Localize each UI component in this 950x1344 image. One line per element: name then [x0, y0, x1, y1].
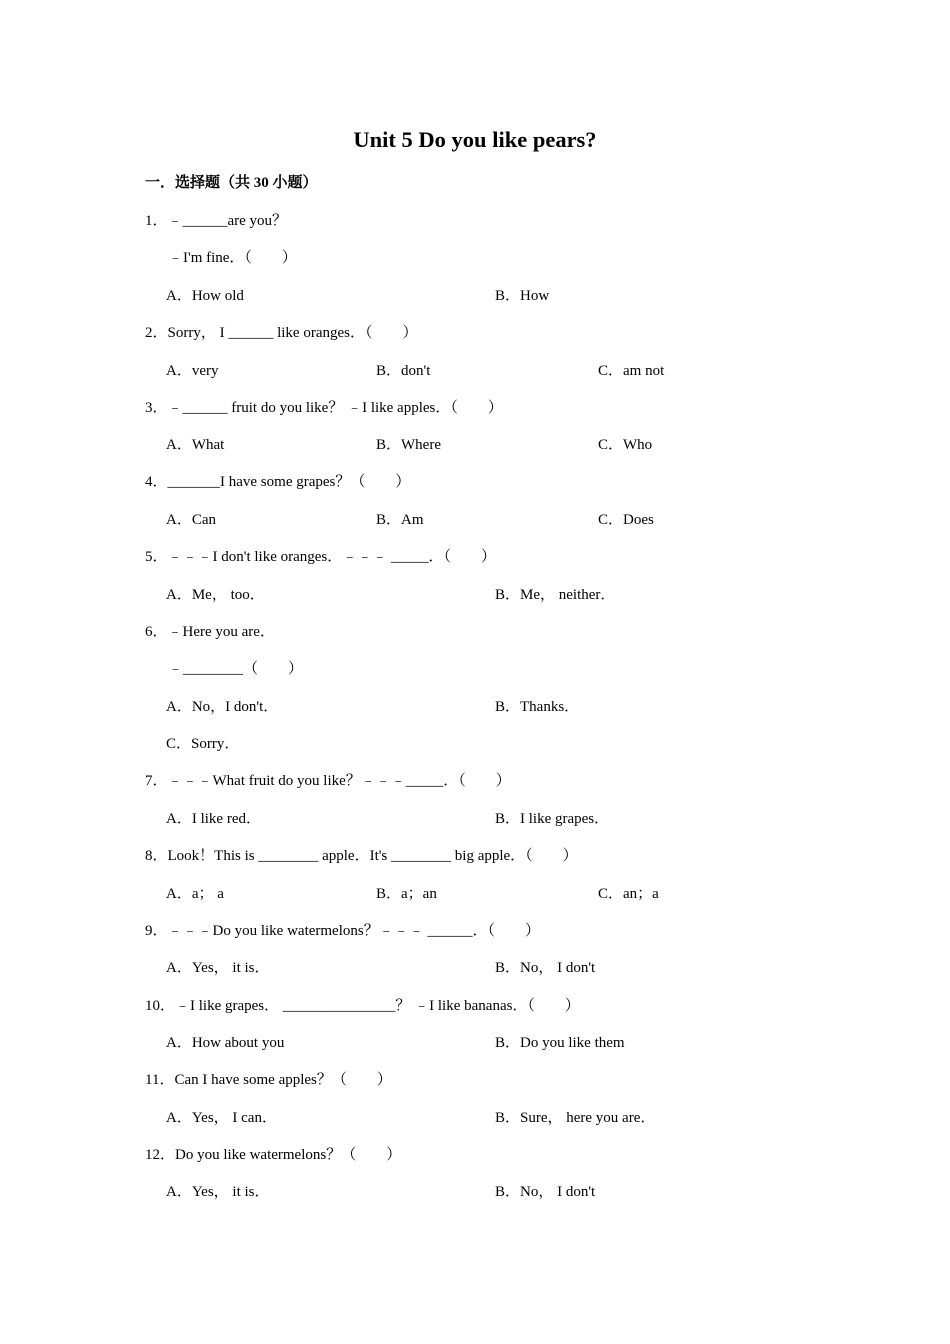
- question-8-stem: 8．Look！This is ________ apple．It's ________ big apple．（ ）: [145, 848, 578, 864]
- question-2-option-c[interactable]: C．am not: [598, 363, 665, 379]
- question-6-option-a[interactable]: A．No，I don't．: [166, 699, 279, 715]
- question-12-option-b[interactable]: B．No， I don't: [495, 1184, 596, 1200]
- question-7-option-a[interactable]: A．I like red．: [166, 811, 261, 827]
- question-2-option-b[interactable]: B．don't: [376, 363, 431, 379]
- question-8-option-b[interactable]: B．a；an: [376, 886, 437, 902]
- question-6-response: ﹣________（ ）: [168, 661, 304, 677]
- question-12-stem: 12．Do you like watermelons？（ ）: [145, 1147, 402, 1163]
- question-3-option-c[interactable]: C．Who: [598, 437, 653, 453]
- question-3-option-a[interactable]: A．What: [166, 437, 225, 453]
- question-1-stem: 1．﹣______are you？: [145, 213, 288, 229]
- question-1-response: ﹣I'm fine．（ ）: [168, 250, 297, 266]
- question-11-option-a[interactable]: A．Yes， I can．: [166, 1110, 277, 1126]
- section-heading: 一．选择题（共 30 小题）: [145, 175, 318, 191]
- question-1-option-b[interactable]: B．How: [495, 288, 550, 304]
- question-4-option-a[interactable]: A．Can: [166, 512, 216, 528]
- page-title: Unit 5 Do you like pears?: [353, 127, 597, 152]
- question-10-stem: 10．﹣I like grapes． _______________？ ﹣I like bananas．（ ）: [145, 998, 580, 1014]
- question-9-stem: 9．﹣﹣﹣Do you like watermelons？﹣﹣﹣ ______．（ ）: [145, 923, 540, 939]
- question-10-option-b[interactable]: B．Do you like them: [495, 1035, 625, 1051]
- question-9-option-b[interactable]: B．No， I don't: [495, 960, 596, 976]
- question-2-stem: 2．Sorry， I ______ like oranges．（ ）: [145, 325, 418, 341]
- question-11-option-b[interactable]: B．Sure， here you are．: [495, 1110, 656, 1126]
- question-6-option-c[interactable]: C．Sorry．: [166, 736, 240, 752]
- question-5-option-b[interactable]: B．Me， neither．: [495, 587, 616, 603]
- question-10-option-a[interactable]: A．How about you: [166, 1035, 285, 1051]
- question-12-option-a[interactable]: A．Yes， it is．: [166, 1184, 270, 1200]
- question-4-option-b[interactable]: B．Am: [376, 512, 424, 528]
- question-5-option-a[interactable]: A．Me， too．: [166, 587, 265, 603]
- question-8-option-a[interactable]: A．a； a: [166, 886, 224, 902]
- question-1-option-a[interactable]: A．How old: [166, 288, 244, 304]
- question-6-option-b[interactable]: B．Thanks．: [495, 699, 580, 715]
- question-2-option-a[interactable]: A．very: [166, 363, 219, 379]
- question-4-option-c[interactable]: C．Does: [598, 512, 654, 528]
- question-9-option-a[interactable]: A．Yes， it is．: [166, 960, 270, 976]
- question-11-stem: 11．Can I have some apples？（ ）: [145, 1072, 392, 1088]
- question-3-option-b[interactable]: B．Where: [376, 437, 441, 453]
- question-5-stem: 5．﹣﹣﹣I don't like oranges．﹣﹣﹣ _____．（ ）: [145, 549, 497, 565]
- question-8-option-c[interactable]: C．an；a: [598, 886, 659, 902]
- question-4-stem: 4．_______I have some grapes？（ ）: [145, 474, 411, 490]
- question-7-stem: 7．﹣﹣﹣What fruit do you like？﹣﹣﹣_____．（ ）: [145, 773, 511, 789]
- question-6-stem: 6．﹣Here you are．: [145, 624, 275, 640]
- question-7-option-b[interactable]: B．I like grapes．: [495, 811, 610, 827]
- question-3-stem: 3．﹣______ fruit do you like？ ﹣I like apples．（ ）: [145, 400, 503, 416]
